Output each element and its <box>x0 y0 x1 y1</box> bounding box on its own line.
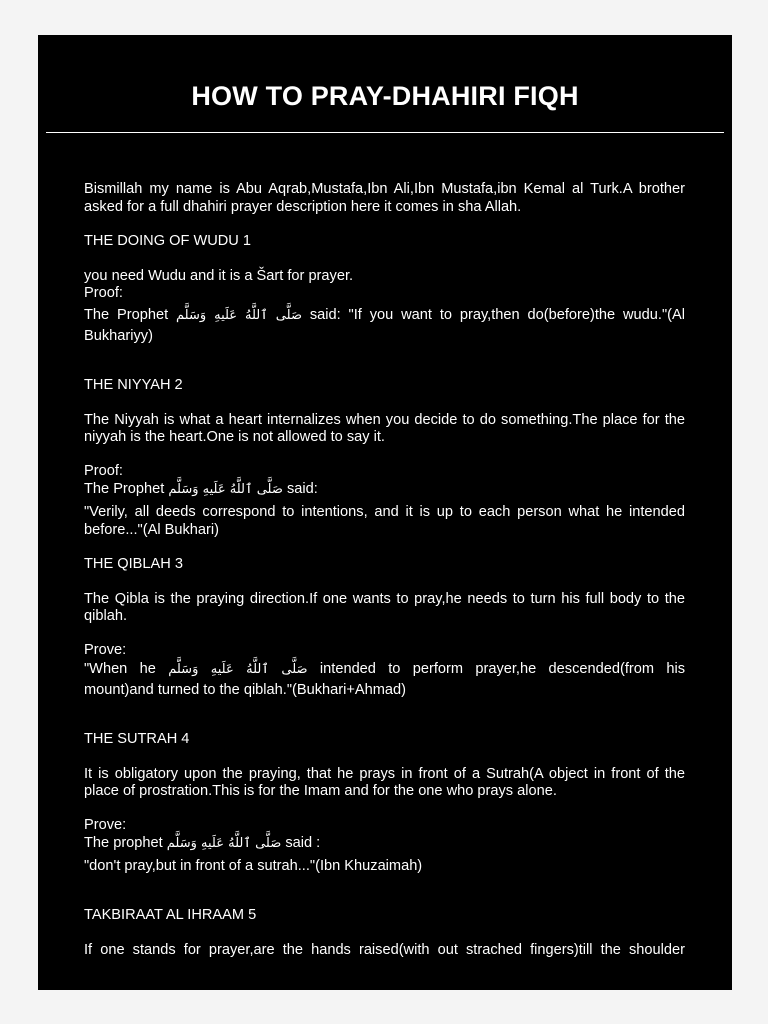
section-heading-takbir: TAKBIRAAT AL IHRAAM 5 <box>84 906 257 923</box>
prophet-label: The prophet <box>84 834 163 851</box>
sutrah-text: It is obligatory upon the praying, that he prays in front of a Sutrah(A object in front of the place of prostration.This is for the Imam and for the one who prays alone. <box>84 765 685 799</box>
niyyah-text: The Niyyah is what a heart internalizes when you decide to do something.The place for the niyyah is the heart.One is not allowed to say it. <box>84 411 685 445</box>
prophet-label: The Prophet <box>84 306 169 323</box>
sutrah-quote: "don't pray,but in front of a sutrah..."(Ibn Khuzaimah) <box>84 858 423 874</box>
qiblah-text: The Qibla is the praying direction.If one wants to pray,he needs to turn his full body to the qiblah. <box>84 590 685 624</box>
niyyah-prophet-line <box>84 481 685 499</box>
qiblah-quote <box>84 657 685 683</box>
wudu-proof-label: Proof: <box>84 285 123 301</box>
honorific-arabic: صَلَّى ٱللَّهُ عَلَيهِ وَسَلَّم <box>168 481 283 497</box>
wudu-quote <box>84 303 685 329</box>
document-body <box>84 181 685 959</box>
sutrah-said: said : <box>285 834 321 851</box>
niyyah-quote: "Verily, all deeds correspond to intentions, and it is up to each person what he intended before..."(Al Bukhari) <box>84 504 685 538</box>
niyyah-proof-label: Proof: <box>84 463 123 479</box>
section-heading-sutrah: THE SUTRAH 4 <box>84 730 190 747</box>
section-heading-wudu: THE DOING OF WUDU 1 <box>84 232 252 249</box>
wudu-quote-end: Bukhariyy) <box>84 328 153 344</box>
qiblah-quote-start: "When he <box>84 660 156 677</box>
qiblah-proof-label: Prove: <box>84 642 127 658</box>
honorific-arabic: صَلَّى ٱللَّهُ عَلَيهِ وَسَلَّم <box>176 307 302 323</box>
qiblah-quote-end: mount)and turned to the qiblah."(Bukhari+Ahmad) <box>84 682 406 698</box>
wudu-quote-text: said: "If you want to pray,then do(before)the wudu."(Al <box>309 306 685 323</box>
honorific-arabic: صَلَّى ٱللَّهُ عَلَيهِ وَسَلَّم <box>166 835 282 851</box>
qiblah-quote-mid: intended to perform prayer,he descended(from his <box>319 660 685 677</box>
prophet-label: The Prophet <box>84 480 165 497</box>
document-page <box>38 35 732 990</box>
sutrah-proof-label: Prove: <box>84 817 127 833</box>
niyyah-said: said: <box>286 480 318 497</box>
intro-paragraph: Bismillah my name is Abu Aqrab,Mustafa,Ibn Ali,Ibn Mustafa,ibn Kemal al Turk.A brother asked for a full dhahiri prayer description here it comes in sha Allah. <box>84 181 685 215</box>
section-heading-qiblah: THE QIBLAH 3 <box>84 555 183 572</box>
sutrah-prophet-line <box>84 835 685 853</box>
honorific-arabic: صَلَّى ٱللَّهُ عَلَيهِ وَسَلَّم <box>168 661 308 677</box>
wudu-text: you need Wudu and it is a Šart for prayer. <box>84 267 354 284</box>
takbir-text: If one stands for prayer,are the hands raised(with out strached fingers)till the shoulder <box>84 941 685 958</box>
section-heading-niyyah: THE NIYYAH 2 <box>84 376 183 393</box>
title-divider <box>46 132 724 133</box>
page-title: HOW TO PRAY-DHAHIRI FIQH <box>191 81 579 111</box>
